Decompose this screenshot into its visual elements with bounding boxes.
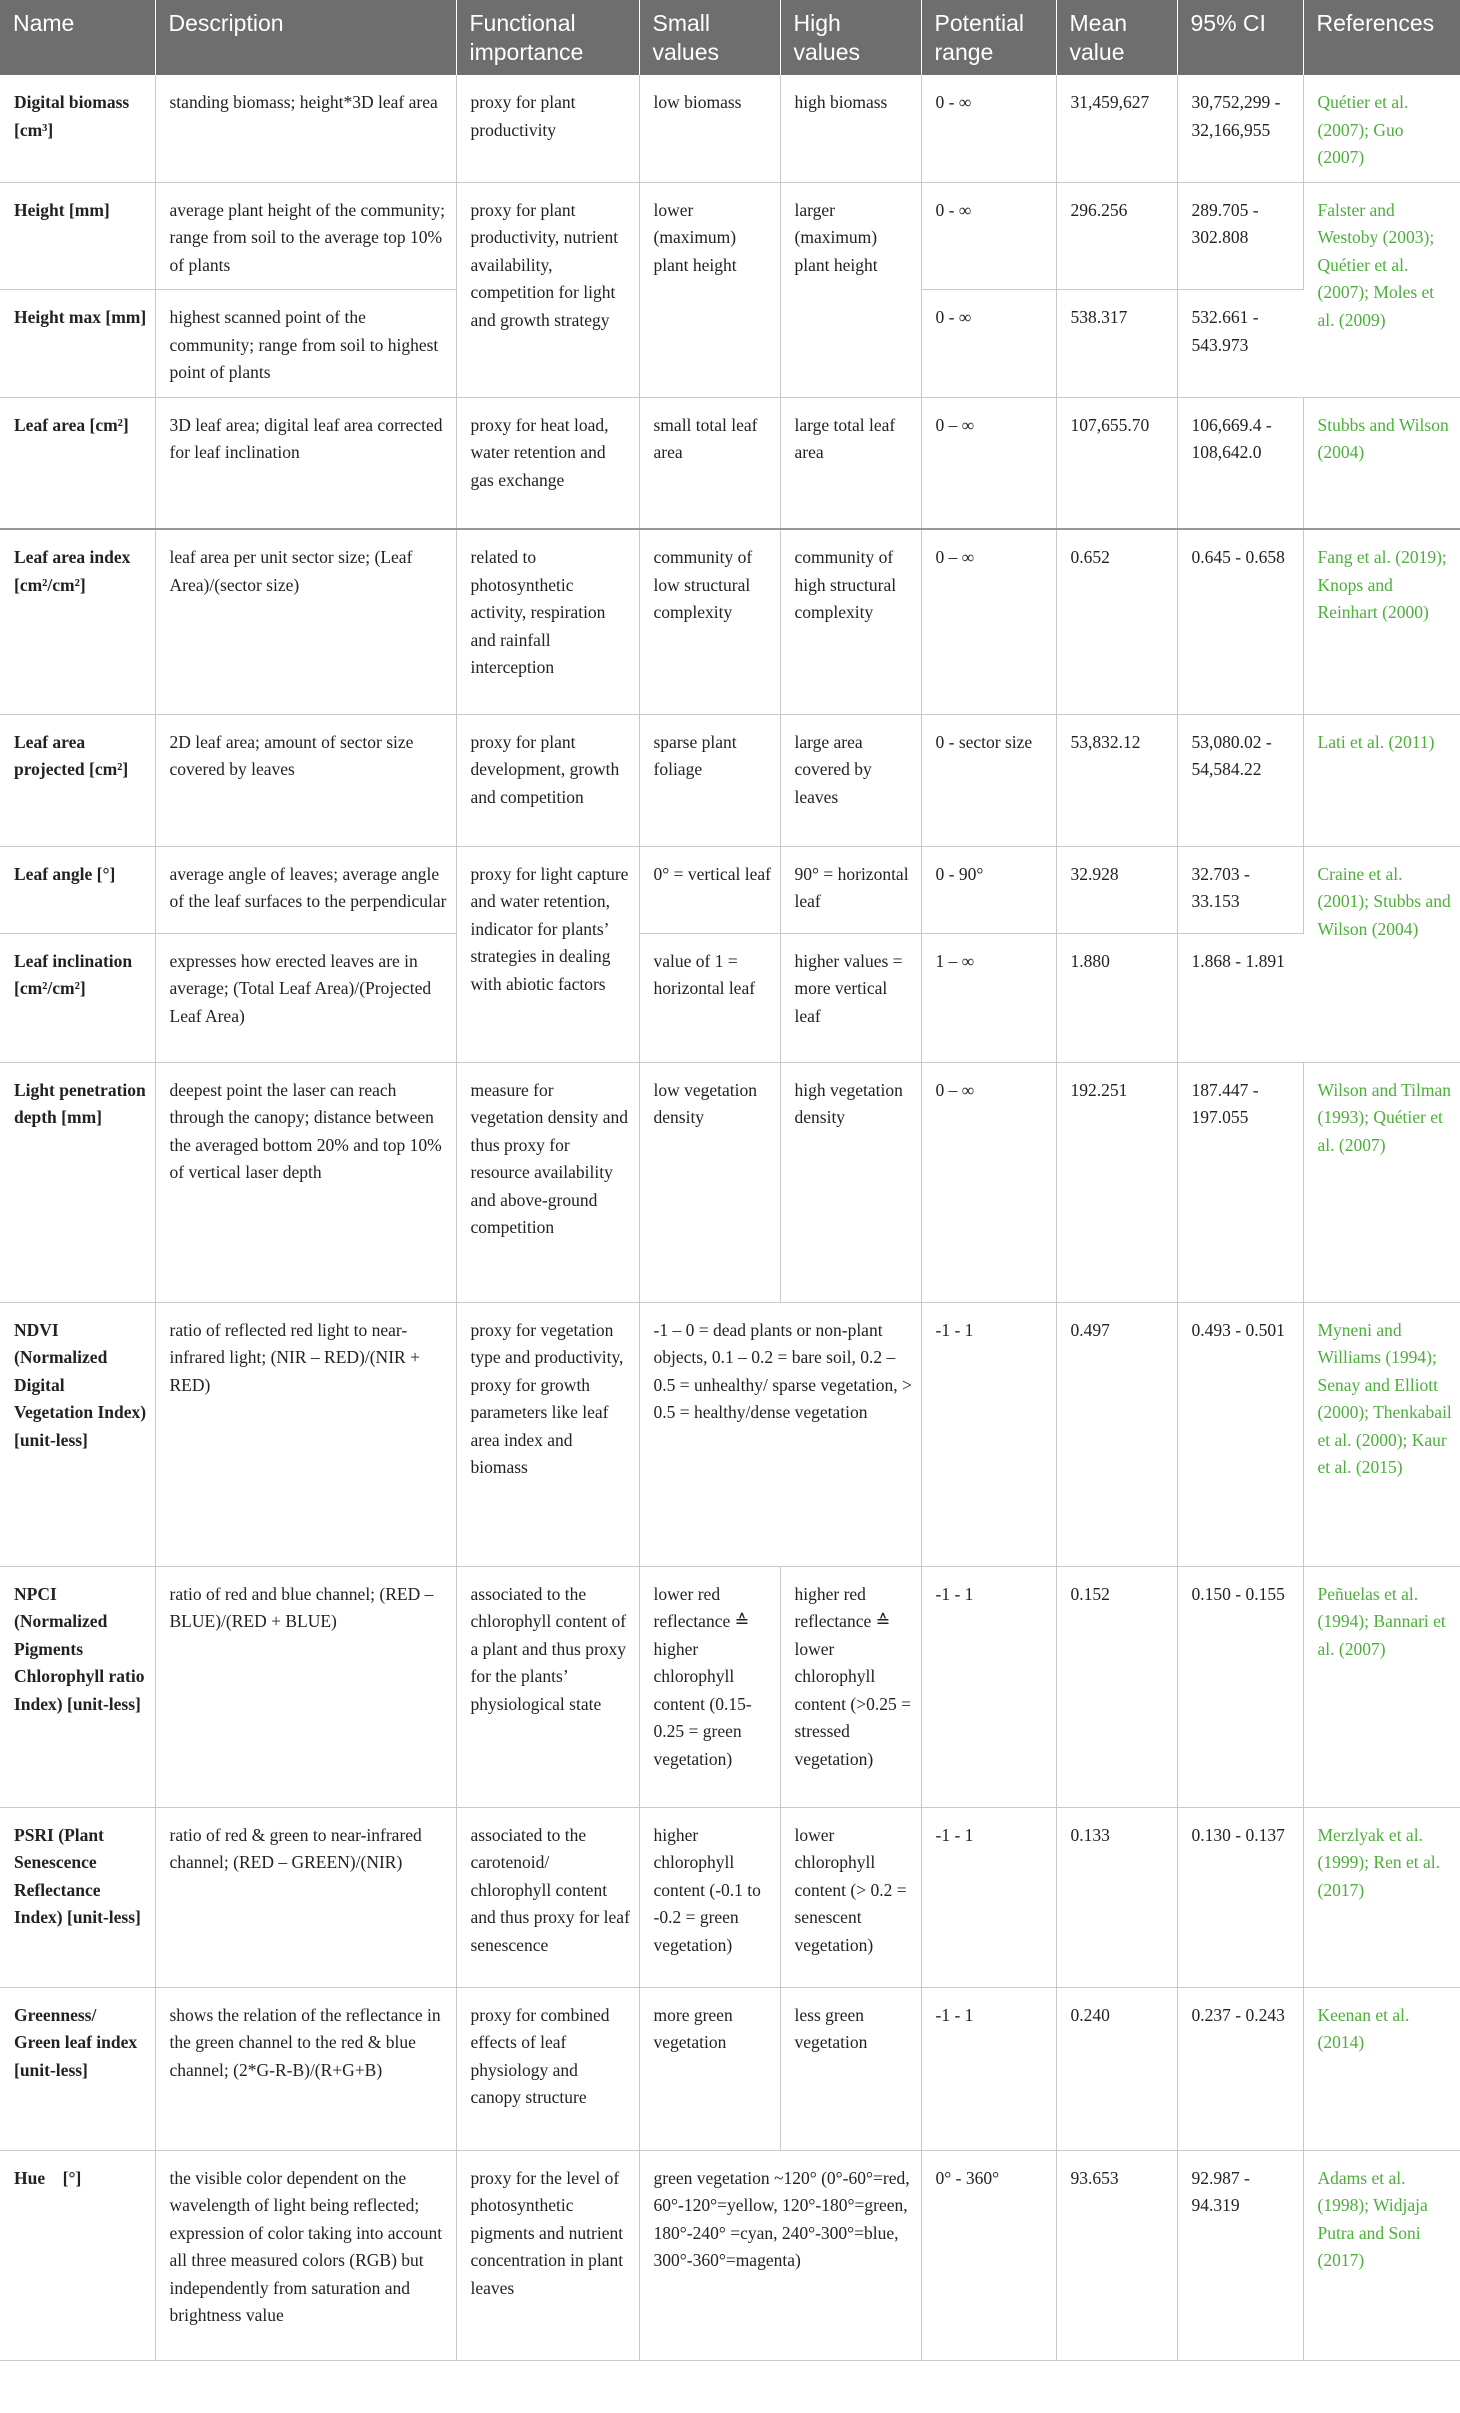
cell-mean-value: 31,459,627	[1056, 75, 1177, 182]
cell-name: Hue [°]	[0, 2150, 155, 2360]
cell-mean-value: 53,832.12	[1056, 714, 1177, 846]
cell-mean-value: 1.880	[1056, 933, 1177, 1062]
cell-functional-importance: proxy for plant productivity, nutrient availability, competition for light and growth strategy	[456, 182, 639, 397]
cell-small-values: 0° = vertical leaf	[639, 846, 780, 933]
table-row	[0, 1566, 1460, 1807]
cell-potential-range: -1 - 1	[921, 1807, 1056, 1987]
cell-potential-range: -1 - 1	[921, 1566, 1056, 1807]
cell-description: deepest point the laser can reach through the canopy; distance between the averaged bottom 20% and top 10% of vertical laser depth	[155, 1062, 456, 1302]
cell-mean-value: 0.652	[1056, 529, 1177, 714]
cell-high-values: higher values = more vertical leaf	[780, 933, 921, 1062]
header-high-values: High values	[780, 0, 921, 75]
cell-description: leaf area per unit sector size; (Leaf Area)/(sector size)	[155, 529, 456, 714]
cell-high-values: less green vegetation	[780, 1987, 921, 2150]
cell-ci: 0.237 - 0.243	[1177, 1987, 1303, 2150]
cell-potential-range: 1 – ∞	[921, 933, 1056, 1062]
cell-name: Leaf inclination [cm²/cm²]	[0, 933, 155, 1062]
cell-potential-range: 0 - 90°	[921, 846, 1056, 933]
cell-ci: 0.130 - 0.137	[1177, 1807, 1303, 1987]
cell-mean-value: 32.928	[1056, 846, 1177, 933]
table-header	[0, 0, 1460, 75]
cell-small-values: higher chlorophyll content (-0.1 to -0.2 = green vegetation)	[639, 1807, 780, 1987]
cell-name: Leaf area [cm²]	[0, 397, 155, 529]
cell-mean-value: 0.240	[1056, 1987, 1177, 2150]
header-functional-importance: Functional importance	[456, 0, 639, 75]
cell-high-values: lower chlorophyll content (> 0.2 = senescent vegetation)	[780, 1807, 921, 1987]
cell-references: Stubbs and Wilson (2004)	[1303, 397, 1460, 529]
cell-name: Height [mm]	[0, 182, 155, 290]
table-row	[0, 1987, 1460, 2150]
cell-high-values: high vegetation density	[780, 1062, 921, 1302]
cell-ci: 32.703 - 33.153	[1177, 846, 1303, 933]
cell-name: Light penetration depth [mm]	[0, 1062, 155, 1302]
cell-functional-importance: proxy for plant development, growth and competition	[456, 714, 639, 846]
cell-ci: 30,752,299 - 32,166,955	[1177, 75, 1303, 182]
cell-name: Leaf area projected [cm²]	[0, 714, 155, 846]
cell-functional-importance: proxy for combined effects of leaf physiology and canopy structure	[456, 1987, 639, 2150]
cell-name: Digital biomass [cm³]	[0, 75, 155, 182]
cell-references: Merzlyak et al. (1999); Ren et al. (2017)	[1303, 1807, 1460, 1987]
cell-potential-range: -1 - 1	[921, 1987, 1056, 2150]
table-row	[0, 1302, 1460, 1566]
cell-high-values: higher red reflectance ≙ lower chlorophyll content (>0.25 = stressed vegetation)	[780, 1566, 921, 1807]
header-name: Name	[0, 0, 155, 75]
cell-functional-importance: proxy for plant productivity	[456, 75, 639, 182]
cell-ci: 187.447 - 197.055	[1177, 1062, 1303, 1302]
cell-functional-importance: measure for vegetation density and thus proxy for resource availability and above-ground competition	[456, 1062, 639, 1302]
cell-references: Keenan et al. (2014)	[1303, 1987, 1460, 2150]
cell-description: average plant height of the community; range from soil to the average top 10% of plants	[155, 182, 456, 290]
cell-small-high-values: -1 – 0 = dead plants or non-plant objects, 0.1 – 0.2 = bare soil, 0.2 – 0.5 = unhealthy/ sparse vegetation, > 0.5 = healthy/dense vegetation	[639, 1302, 921, 1566]
cell-description: 3D leaf area; digital leaf area corrected for leaf inclination	[155, 397, 456, 529]
cell-small-values: low vegetation density	[639, 1062, 780, 1302]
cell-high-values: high biomass	[780, 75, 921, 182]
cell-potential-range: 0 – ∞	[921, 397, 1056, 529]
table-row	[0, 397, 1460, 529]
table-row	[0, 933, 1460, 1062]
cell-ci: 106,669.4 - 108,642.0	[1177, 397, 1303, 529]
cell-description: ratio of reflected red light to near-infrared light; (NIR – RED)/(NIR + RED)	[155, 1302, 456, 1566]
cell-description: 2D leaf area; amount of sector size covered by leaves	[155, 714, 456, 846]
table-row	[0, 75, 1460, 182]
cell-potential-range: 0 - ∞	[921, 182, 1056, 290]
cell-high-values: community of high structural complexity	[780, 529, 921, 714]
cell-mean-value: 0.497	[1056, 1302, 1177, 1566]
table-row	[0, 2150, 1460, 2360]
header-ci: 95% CI	[1177, 0, 1303, 75]
cell-potential-range: -1 - 1	[921, 1302, 1056, 1566]
cell-high-values: large area covered by leaves	[780, 714, 921, 846]
cell-description: ratio of red and blue channel; (RED – BLUE)/(RED + BLUE)	[155, 1566, 456, 1807]
cell-references: Fang et al. (2019); Knops and Reinhart (2000)	[1303, 529, 1460, 714]
cell-high-values: larger (maximum) plant height	[780, 182, 921, 397]
cell-small-values: more green vegetation	[639, 1987, 780, 2150]
header-references: References	[1303, 0, 1460, 75]
cell-ci: 92.987 - 94.319	[1177, 2150, 1303, 2360]
cell-small-values: sparse plant foliage	[639, 714, 780, 846]
cell-description: expresses how erected leaves are in average; (Total Leaf Area)/(Projected Leaf Area)	[155, 933, 456, 1062]
cell-high-values: 90° = horizontal leaf	[780, 846, 921, 933]
cell-small-values: community of low structural complexity	[639, 529, 780, 714]
cell-potential-range: 0 - ∞	[921, 290, 1056, 398]
cell-potential-range: 0 - ∞	[921, 75, 1056, 182]
table-row	[0, 1807, 1460, 1987]
cell-ci: 289.705 - 302.808	[1177, 182, 1303, 290]
cell-potential-range: 0° - 360°	[921, 2150, 1056, 2360]
cell-functional-importance: associated to the carotenoid/ chlorophyll content and thus proxy for leaf senescence	[456, 1807, 639, 1987]
cell-description: highest scanned point of the community; range from soil to highest point of plants	[155, 290, 456, 398]
cell-ci: 1.868 - 1.891	[1177, 933, 1303, 1062]
cell-ci: 532.661 - 543.973	[1177, 290, 1303, 398]
cell-name: NPCI (Normalized Pigments Chlorophyll ratio Index) [unit-less]	[0, 1566, 155, 1807]
cell-references: Wilson and Tilman (1993); Quétier et al. (2007)	[1303, 1062, 1460, 1302]
cell-potential-range: 0 - sector size	[921, 714, 1056, 846]
table-row	[0, 846, 1460, 933]
cell-mean-value: 0.152	[1056, 1566, 1177, 1807]
cell-name: Height max [mm]	[0, 290, 155, 398]
cell-ci: 0.493 - 0.501	[1177, 1302, 1303, 1566]
cell-name: PSRI (Plant Senescence Reflectance Index) [unit-less]	[0, 1807, 155, 1987]
table-row	[0, 714, 1460, 846]
cell-functional-importance: proxy for vegetation type and productivity, proxy for growth parameters like leaf area index and biomass	[456, 1302, 639, 1566]
cell-ci: 53,080.02 - 54,584.22	[1177, 714, 1303, 846]
cell-name: NDVI (Normalized Digital Vegetation Index) [unit-less]	[0, 1302, 155, 1566]
cell-description: the visible color dependent on the wavelength of light being reflected; expression of color taking into account all three measured colors (RGB) but independently from saturation and brightness value	[155, 2150, 456, 2360]
cell-mean-value: 538.317	[1056, 290, 1177, 398]
cell-references: Falster and Westoby (2003); Quétier et al. (2007); Moles et al. (2009)	[1303, 182, 1460, 397]
cell-ci: 0.150 - 0.155	[1177, 1566, 1303, 1807]
cell-references: Craine et al. (2001); Stubbs and Wilson (2004)	[1303, 846, 1460, 1062]
cell-mean-value: 93.653	[1056, 2150, 1177, 2360]
cell-description: average angle of leaves; average angle of the leaf surfaces to the perpendicular	[155, 846, 456, 933]
cell-functional-importance: related to photosynthetic activity, respiration and rainfall interception	[456, 529, 639, 714]
cell-name: Leaf angle [°]	[0, 846, 155, 933]
cell-references: Peñuelas et al. (1994); Bannari et al. (2007)	[1303, 1566, 1460, 1807]
cell-potential-range: 0 – ∞	[921, 1062, 1056, 1302]
cell-small-high-values: green vegetation ~120° (0°-60°=red, 60°-120°=yellow, 120°-180°=green, 180°-240° =cyan, 240°-300°=blue, 300°-360°=magenta)	[639, 2150, 921, 2360]
cell-description: shows the relation of the reflectance in the green channel to the red & blue channel; (2*G-R-B)/(R+G+B)	[155, 1987, 456, 2150]
cell-functional-importance: proxy for heat load, water retention and gas exchange	[456, 397, 639, 529]
cell-mean-value: 107,655.70	[1056, 397, 1177, 529]
cell-mean-value: 296.256	[1056, 182, 1177, 290]
cell-small-values: low biomass	[639, 75, 780, 182]
table-row	[0, 182, 1460, 290]
cell-potential-range: 0 – ∞	[921, 529, 1056, 714]
cell-references: Adams et al. (1998); Widjaja Putra and Soni (2017)	[1303, 2150, 1460, 2360]
cell-mean-value: 0.133	[1056, 1807, 1177, 1987]
header-description: Description	[155, 0, 456, 75]
cell-high-values: large total leaf area	[780, 397, 921, 529]
cell-description: standing biomass; height*3D leaf area	[155, 75, 456, 182]
cell-small-values: small total leaf area	[639, 397, 780, 529]
table-row	[0, 1062, 1460, 1302]
cell-references: Myneni and Williams (1994); Senay and Elliott (2000); Thenkabail et al. (2000); Kaur et al. (2015)	[1303, 1302, 1460, 1566]
cell-references: Lati et al. (2011)	[1303, 714, 1460, 846]
cell-name: Leaf area index [cm²/cm²]	[0, 529, 155, 714]
cell-mean-value: 192.251	[1056, 1062, 1177, 1302]
cell-description: ratio of red & green to near-infrared channel; (RED – GREEN)/(NIR)	[155, 1807, 456, 1987]
cell-small-values: lower (maximum) plant height	[639, 182, 780, 397]
header-potential-range: Potential range	[921, 0, 1056, 75]
cell-functional-importance: associated to the chlorophyll content of a plant and thus proxy for the plants’ physiological state	[456, 1566, 639, 1807]
cell-references: Quétier et al. (2007); Guo (2007)	[1303, 75, 1460, 182]
cell-functional-importance: proxy for the level of photosynthetic pigments and nutrient concentration in plant leaves	[456, 2150, 639, 2360]
header-mean-value: Mean value	[1056, 0, 1177, 75]
cell-small-values: value of 1 = horizontal leaf	[639, 933, 780, 1062]
cell-ci: 0.645 - 0.658	[1177, 529, 1303, 714]
cell-small-values: lower red reflectance ≙ higher chlorophyll content (0.15-0.25 = green vegetation)	[639, 1566, 780, 1807]
table-row	[0, 529, 1460, 714]
cell-functional-importance: proxy for light capture and water retention, indicator for plants’ strategies in dealing with abiotic factors	[456, 846, 639, 1062]
cell-name: Greenness/ Green leaf index [unit-less]	[0, 1987, 155, 2150]
header-small-values: Small values	[639, 0, 780, 75]
